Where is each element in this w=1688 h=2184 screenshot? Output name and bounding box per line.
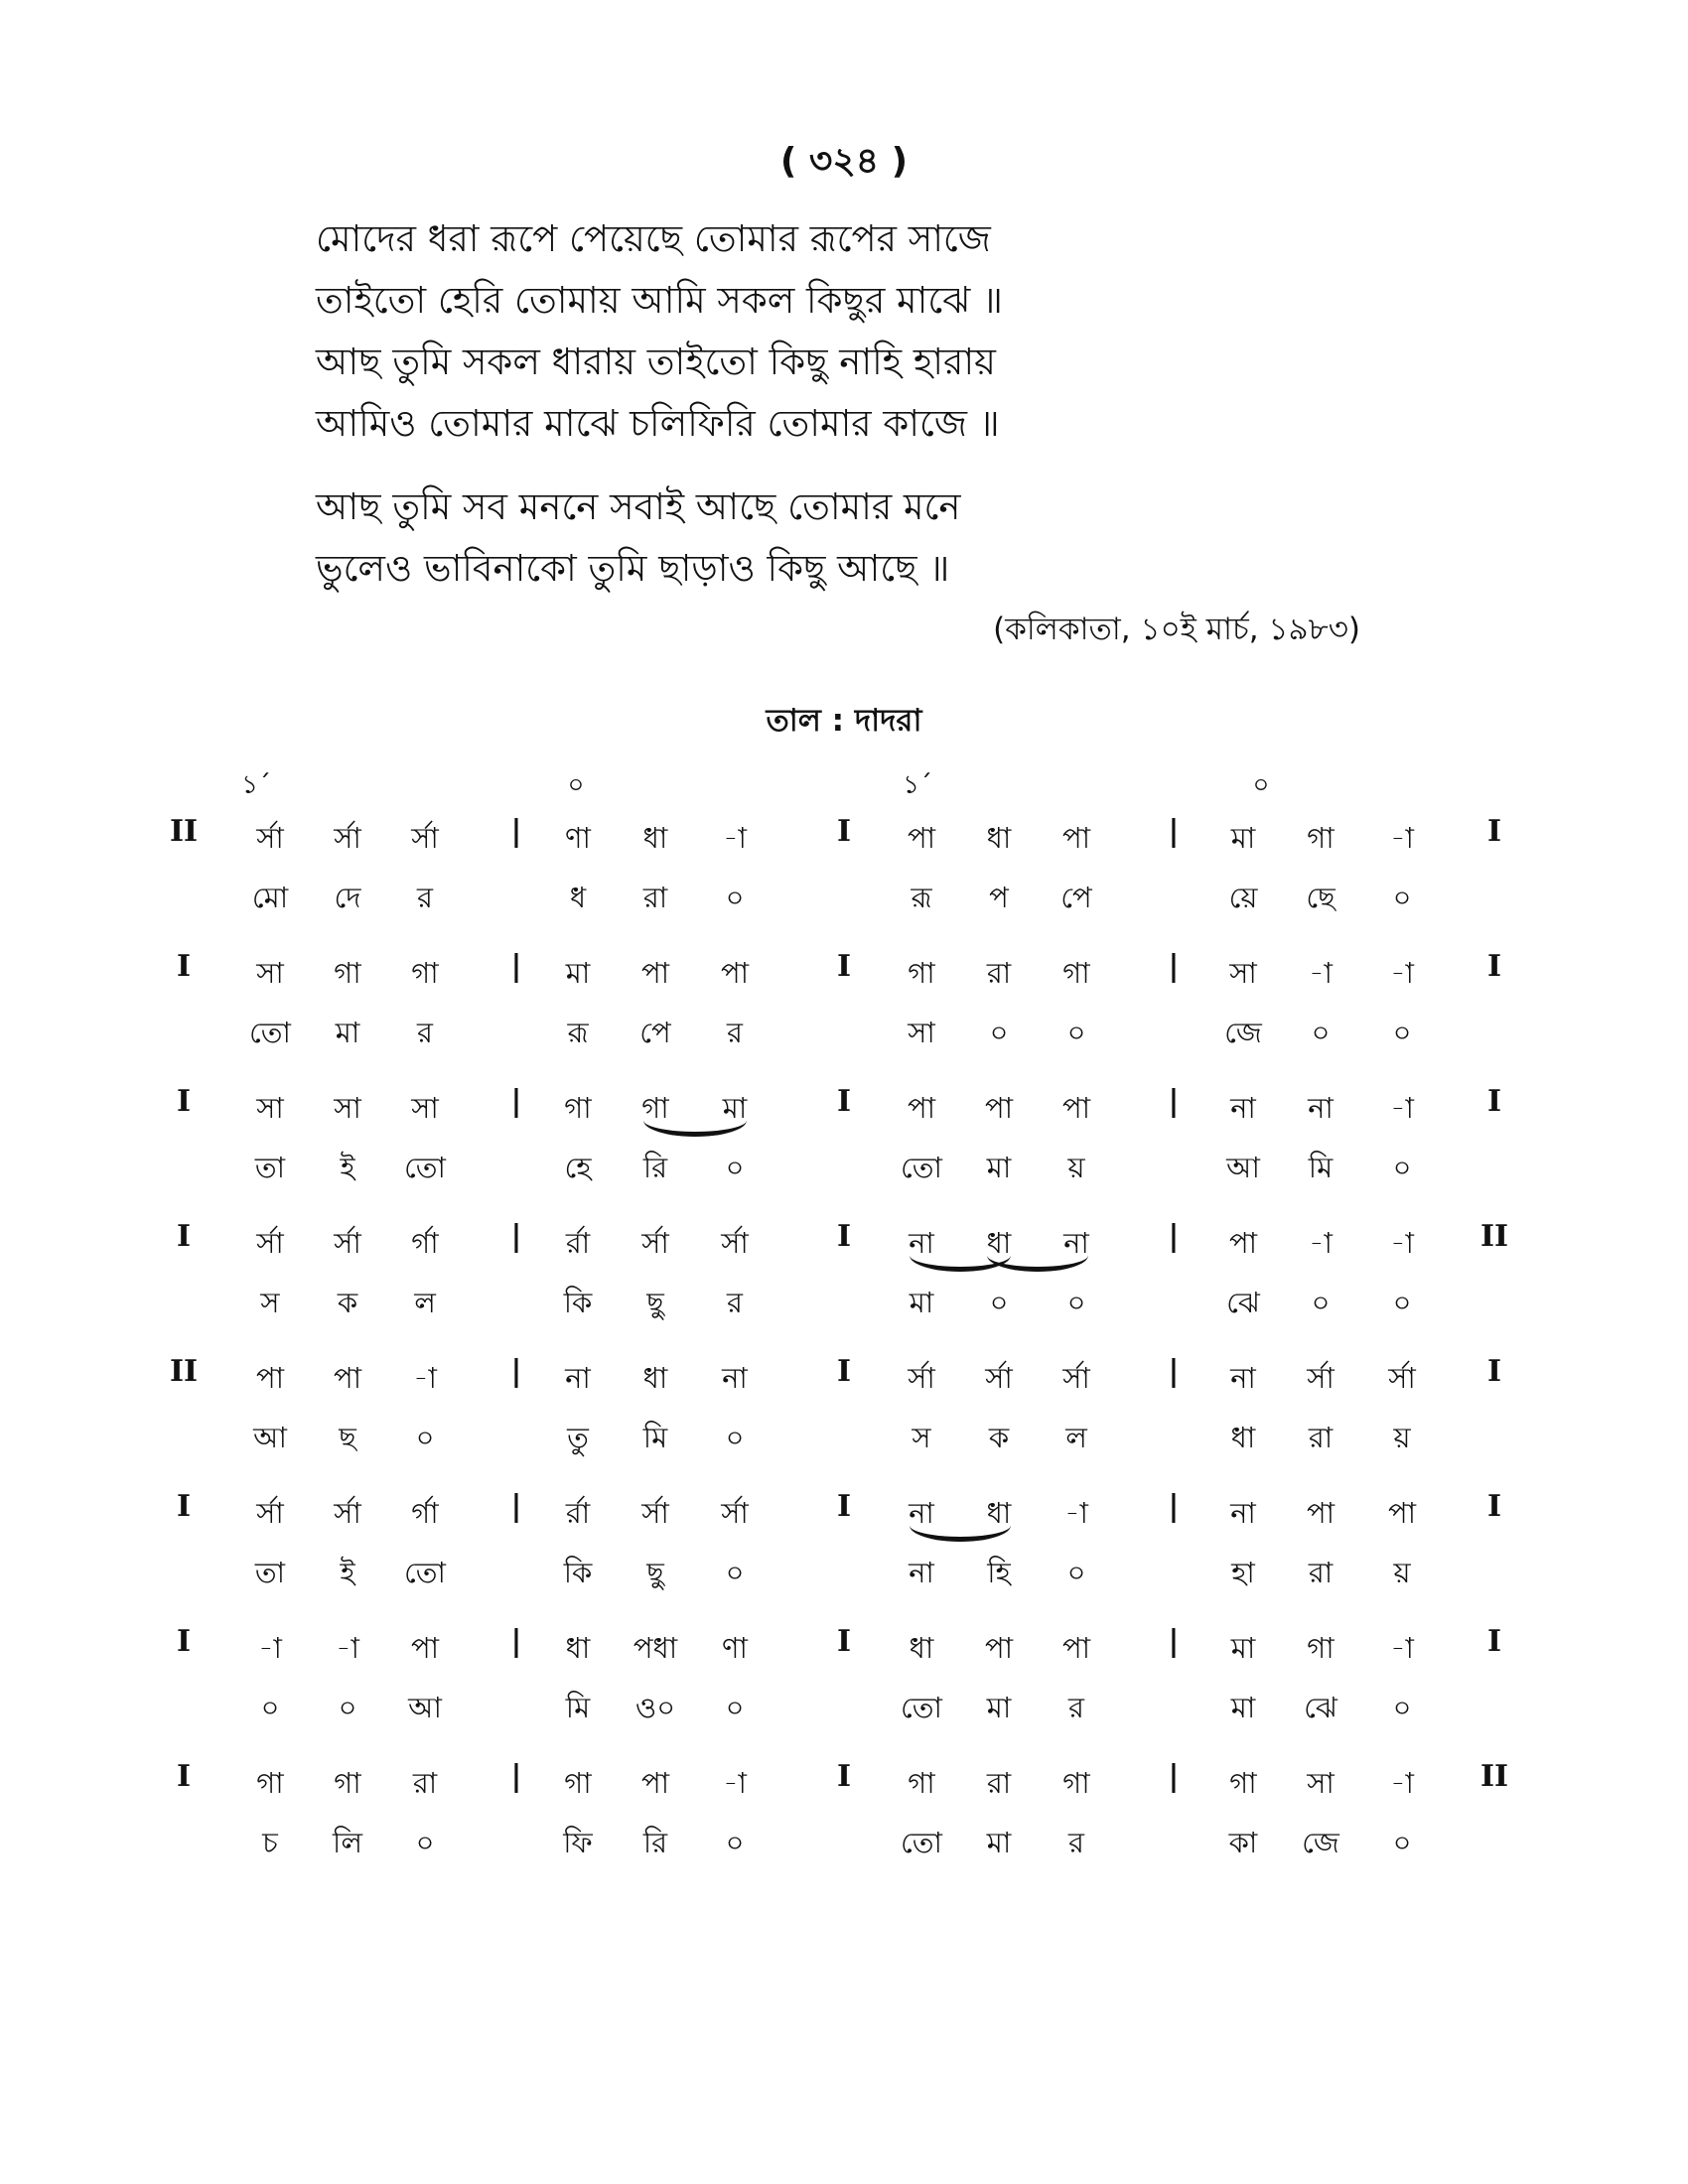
swara-note: র্গা (411, 1496, 439, 1530)
lyric-syllable: ০ (1066, 1286, 1086, 1319)
lyric-syllable: য় (1393, 1421, 1411, 1454)
swara-note: র্সা (334, 1226, 361, 1260)
lyric-syllable: চ (262, 1826, 278, 1859)
lyric-syllable: ঝে (1226, 1286, 1260, 1319)
swara-note: না (565, 1361, 591, 1395)
swara-note: র্সা (721, 1496, 749, 1530)
lyric-syllable: দে (334, 881, 361, 914)
lyric-syllable: রি (642, 1151, 668, 1184)
swara-note: ধা (986, 821, 1012, 855)
swara-note: পা (984, 1631, 1014, 1665)
swara-note: পা (640, 956, 670, 990)
swara-note: গা (1307, 1631, 1335, 1665)
bar-line: I (1486, 1084, 1502, 1119)
swara-note: গা (256, 1766, 284, 1800)
lyric-syllable: ০ (260, 1691, 280, 1724)
swara-note: র্সা (1388, 1361, 1416, 1395)
bar-line: | (510, 1354, 522, 1389)
lyric-syllable: ০ (1066, 1556, 1086, 1589)
swara-note: সা (1229, 956, 1257, 990)
swara-note: -া (1390, 1091, 1414, 1125)
lyric-syllable: স (260, 1286, 280, 1319)
bar-line: I (836, 1489, 852, 1524)
lyric-syllable: মা (986, 1691, 1012, 1724)
lyric-syllable: ০ (989, 1016, 1009, 1049)
bar-line: | (1168, 1759, 1180, 1794)
swara-note: র্সা (1307, 1361, 1335, 1395)
bar-line: | (1168, 1219, 1180, 1254)
lyric-syllable: স (912, 1421, 931, 1454)
swara-note: গা (1229, 1766, 1257, 1800)
swara-note: র্সা (334, 1496, 361, 1530)
swara-note: র্সা (908, 1361, 935, 1395)
bar-line: I (176, 1219, 192, 1254)
lyric-syllable: ০ (415, 1826, 435, 1859)
swara-note: গা (1307, 821, 1335, 855)
lyric-syllable: য় (1067, 1151, 1085, 1184)
swara-note: পা (1228, 1226, 1258, 1260)
swara-note: র্রা (565, 1496, 591, 1530)
swara-note: পা (1387, 1496, 1417, 1530)
swara-note: -া (1390, 821, 1414, 855)
lyric-syllable: রা (642, 881, 668, 914)
swara-note: না (1308, 1091, 1334, 1125)
lyric-syllable: য় (1393, 1556, 1411, 1589)
lyric-syllable: ০ (725, 1691, 745, 1724)
lyric-syllable: ছু (646, 1286, 664, 1319)
swara-note: পা (907, 1091, 936, 1125)
bar-line: I (1486, 814, 1502, 849)
lyric-syllable: ও০ (634, 1691, 676, 1724)
lyric-syllable: মা (909, 1286, 934, 1319)
bar-line: I (176, 1489, 192, 1524)
swara-note: রা (412, 1766, 438, 1800)
lyric-syllable: তো (901, 1151, 942, 1184)
swara-note: র্সা (411, 821, 439, 855)
lyric-syllable: ল (1065, 1421, 1087, 1454)
page-number: ( ৩২৪ ) (779, 141, 909, 182)
swara-note: পা (1306, 1496, 1336, 1530)
swara-note: মা (722, 1091, 748, 1125)
lyric-syllable: র (727, 1286, 743, 1319)
lyric-syllable: ল (414, 1286, 436, 1319)
lyric-syllable: তো (404, 1151, 446, 1184)
swara-note: সা (334, 1091, 361, 1125)
swara-note: গা (908, 1766, 935, 1800)
lyric-syllable: ফি (563, 1826, 593, 1859)
lyric-syllable: না (909, 1556, 934, 1589)
swara-note: না (909, 1496, 934, 1530)
bar-line: I (836, 1759, 852, 1794)
swara-note: পা (410, 1631, 440, 1665)
lyric-syllable: ই (340, 1151, 355, 1184)
lyric-syllable: তু (567, 1421, 589, 1454)
swara-note: র্সা (985, 1361, 1013, 1395)
swara-note: র্সা (334, 821, 361, 855)
lyric-syllable: সা (908, 1016, 935, 1049)
swara-note: সা (1307, 1766, 1335, 1800)
bar-line: II (169, 814, 199, 849)
lyric-syllable: ০ (989, 1286, 1009, 1319)
swara-note: ণা (565, 821, 591, 855)
bar-line: I (836, 814, 852, 849)
bar-line: | (510, 814, 522, 849)
swara-note: -া (1390, 1766, 1414, 1800)
lyric-syllable: রূ (567, 1016, 589, 1049)
swara-note: না (1063, 1226, 1089, 1260)
bar-line: | (1168, 1624, 1180, 1659)
bar-line: | (510, 1489, 522, 1524)
swara-note: র্রা (565, 1226, 591, 1260)
swara-note: ধা (909, 1631, 934, 1665)
lyric-syllable: ০ (725, 1421, 745, 1454)
bar-line: I (836, 1219, 852, 1254)
swara-note: গা (1062, 956, 1090, 990)
bar-line: I (836, 1084, 852, 1119)
bar-line: I (176, 1624, 192, 1659)
swara-note: গা (564, 1766, 592, 1800)
bar-line: I (1486, 1354, 1502, 1389)
swara-note: পধা (633, 1631, 678, 1665)
swara-note: মা (1230, 1631, 1256, 1665)
lyric-syllable: হি (987, 1556, 1011, 1589)
swara-note: ণা (722, 1631, 748, 1665)
swara-note: -া (1064, 1496, 1088, 1530)
lyric-syllable: ই (340, 1556, 355, 1589)
lyric-syllable: ধা (1230, 1421, 1256, 1454)
poem-line: ভুলেও ভাবিনাকো তুমি ছাড়াও কিছু আছে ॥ (316, 547, 950, 590)
bar-line: I (836, 949, 852, 984)
swara-note: -া (723, 821, 747, 855)
lyric-syllable: ০ (725, 1151, 745, 1184)
swara-note: মা (565, 956, 591, 990)
bar-line: I (176, 1759, 192, 1794)
bar-line: | (510, 1624, 522, 1659)
swara-note: -া (336, 1631, 359, 1665)
bar-line: | (510, 949, 522, 984)
bar-line: I (836, 1624, 852, 1659)
swara-note: পা (1061, 1091, 1091, 1125)
poem-line: আছ তুমি সকল ধারায় তাইতো কিছু নাহি হারায় (316, 341, 996, 383)
lyric-syllable: কি (563, 1556, 593, 1589)
lyric-syllable: ০ (415, 1421, 435, 1454)
lyric-syllable: মা (335, 1016, 360, 1049)
lyric-syllable: পে (1060, 881, 1092, 914)
lyric-syllable: ০ (725, 1826, 745, 1859)
lyric-syllable: ০ (1311, 1286, 1331, 1319)
lyric-syllable: তা (254, 1151, 286, 1184)
lyric-syllable: আ (253, 1421, 287, 1454)
swara-note: র্সা (256, 821, 284, 855)
lyric-syllable: তো (404, 1556, 446, 1589)
lyric-syllable: য়ে (1228, 881, 1258, 914)
lyric-syllable: ছ (339, 1421, 356, 1454)
bar-line: | (510, 1759, 522, 1794)
swara-note: না (1230, 1496, 1256, 1530)
beat-mark: ০ (1252, 770, 1270, 800)
lyric-syllable: ০ (1392, 1151, 1412, 1184)
lyric-syllable: ০ (1392, 1016, 1412, 1049)
swara-note: গা (908, 956, 935, 990)
lyric-syllable: র (1068, 1826, 1084, 1859)
swara-note: পা (1061, 1631, 1091, 1665)
swara-note: পা (640, 1766, 670, 1800)
lyric-syllable: র (417, 881, 433, 914)
swara-note: ধা (642, 1361, 668, 1395)
swara-note: না (909, 1226, 934, 1260)
lyric-syllable: ০ (1311, 1016, 1331, 1049)
swara-note: র্সা (256, 1496, 284, 1530)
lyric-syllable: মা (986, 1151, 1012, 1184)
tala-heading: তাল : দাদরা (766, 703, 922, 739)
beat-mark: ১´ (903, 770, 932, 800)
lyric-syllable: রা (1308, 1421, 1334, 1454)
lyric-syllable: হা (1231, 1556, 1255, 1589)
bar-line: II (169, 1354, 199, 1389)
bar-line: | (510, 1084, 522, 1119)
lyric-syllable: ০ (725, 881, 745, 914)
swara-note: পা (907, 821, 936, 855)
lyric-syllable: ০ (1392, 1826, 1412, 1859)
swara-note: না (722, 1361, 748, 1395)
bar-line: | (1168, 814, 1180, 849)
swara-note: র্সা (1062, 1361, 1090, 1395)
bar-line: | (1168, 949, 1180, 984)
swara-note: -া (1390, 956, 1414, 990)
poem-line: তাইতো হেরি তোমায় আমি সকল কিছুর মাঝে ॥ (316, 279, 1003, 322)
lyric-syllable: ০ (1066, 1016, 1086, 1049)
bar-line: I (1486, 1489, 1502, 1524)
lyric-syllable: মা (1230, 1691, 1256, 1724)
swara-note: -া (258, 1631, 282, 1665)
swara-note: মা (1230, 821, 1256, 855)
lyric-syllable: রি (642, 1826, 668, 1859)
swara-note: রা (986, 956, 1012, 990)
slur-mark (987, 1239, 1088, 1272)
lyric-syllable: ছে (1306, 881, 1336, 914)
lyric-syllable: তা (254, 1556, 286, 1589)
swara-note: না (1230, 1361, 1256, 1395)
swara-note: র্সা (641, 1226, 669, 1260)
lyric-syllable: ক (988, 1421, 1010, 1454)
lyric-syllable: তো (249, 1016, 291, 1049)
dateline: (কলিকাতা, ১০ই মার্চ, ১৯৮৩) (993, 612, 1360, 647)
lyric-syllable: লি (333, 1826, 362, 1859)
swara-note: -া (723, 1766, 747, 1800)
slur-mark (643, 1104, 747, 1137)
swara-note: গা (641, 1091, 669, 1125)
lyric-syllable: রা (1308, 1556, 1334, 1589)
swara-note: গা (1062, 1766, 1090, 1800)
bar-line: I (1486, 949, 1502, 984)
swara-note: গা (334, 1766, 361, 1800)
swara-note: পা (1061, 821, 1091, 855)
lyric-syllable: ধ (569, 881, 587, 914)
swara-note: সা (256, 1091, 284, 1125)
swara-note: গা (564, 1091, 592, 1125)
lyric-syllable: ঝে (1304, 1691, 1337, 1724)
bar-line: I (176, 1084, 192, 1119)
lyric-syllable: রূ (911, 881, 932, 914)
swara-note: র্সা (721, 1226, 749, 1260)
swara-note: -া (1390, 1631, 1414, 1665)
lyric-syllable: কি (563, 1286, 593, 1319)
bar-line: I (1486, 1624, 1502, 1659)
swara-note: -া (1309, 956, 1333, 990)
lyric-syllable: পে (639, 1016, 671, 1049)
lyric-syllable: ০ (1392, 1691, 1412, 1724)
beat-mark: ১´ (241, 770, 271, 800)
lyric-syllable: তো (901, 1691, 942, 1724)
swara-note: সা (256, 956, 284, 990)
bar-line: I (836, 1354, 852, 1389)
lyric-syllable: ক (337, 1286, 358, 1319)
bar-line: I (176, 949, 192, 984)
lyric-syllable: তো (901, 1826, 942, 1859)
lyric-syllable: মি (565, 1691, 591, 1724)
swara-note: ধা (565, 1631, 591, 1665)
bar-line: | (1168, 1354, 1180, 1389)
swara-note: রা (986, 1766, 1012, 1800)
lyric-syllable: মি (1308, 1151, 1334, 1184)
slur-mark (910, 1509, 1011, 1542)
swara-note: -া (413, 1361, 437, 1395)
swara-note: সা (411, 1091, 439, 1125)
lyric-syllable: আ (408, 1691, 442, 1724)
swara-note: পা (984, 1091, 1014, 1125)
swara-note: গা (334, 956, 361, 990)
lyric-syllable: ০ (725, 1556, 745, 1589)
poem-line: আমিও তোমার মাঝে চলিফিরি তোমার কাজে ॥ (316, 402, 1000, 445)
swara-note: -া (1309, 1226, 1333, 1260)
lyric-syllable: মা (986, 1826, 1012, 1859)
lyric-syllable: র (417, 1016, 433, 1049)
lyric-syllable: মি (642, 1421, 668, 1454)
bar-line: | (1168, 1084, 1180, 1119)
swara-note: ধা (986, 1226, 1012, 1260)
lyric-syllable: ০ (1392, 881, 1412, 914)
swara-note: পা (720, 956, 750, 990)
swara-note: পা (333, 1361, 362, 1395)
poem-line: মোদের ধরা রূপে পেয়েছে তোমার রূপের সাজে (316, 217, 991, 260)
lyric-syllable: ০ (338, 1691, 357, 1724)
lyric-syllable: কা (1228, 1826, 1258, 1859)
swara-note: র্সা (256, 1226, 284, 1260)
swara-note: গা (411, 956, 439, 990)
swara-note: ধা (986, 1496, 1012, 1530)
lyric-syllable: মো (251, 881, 289, 914)
bar-line: | (1168, 1489, 1180, 1524)
bar-line: II (1479, 1219, 1509, 1254)
swara-note: র্গা (411, 1226, 439, 1260)
poem-line: আছ তুমি সব মননে সবাই আছে তোমার মনে (316, 485, 961, 528)
lyric-syllable: ০ (1392, 1286, 1412, 1319)
swara-note: না (1230, 1091, 1256, 1125)
lyric-syllable: র (727, 1016, 743, 1049)
bar-line: II (1479, 1759, 1509, 1794)
lyric-syllable: হে (564, 1151, 592, 1184)
lyric-syllable: জে (1224, 1016, 1262, 1049)
lyric-syllable: প (989, 881, 1009, 914)
beat-mark: ০ (567, 770, 585, 800)
bar-line: | (510, 1219, 522, 1254)
swara-note: -া (1390, 1226, 1414, 1260)
swara-note: র্সা (641, 1496, 669, 1530)
swara-note: ধা (642, 821, 668, 855)
lyric-syllable: জে (1302, 1826, 1339, 1859)
lyric-syllable: আ (1226, 1151, 1260, 1184)
lyric-syllable: র (1068, 1691, 1084, 1724)
lyric-syllable: ছু (646, 1556, 664, 1589)
swara-note: পা (255, 1361, 285, 1395)
